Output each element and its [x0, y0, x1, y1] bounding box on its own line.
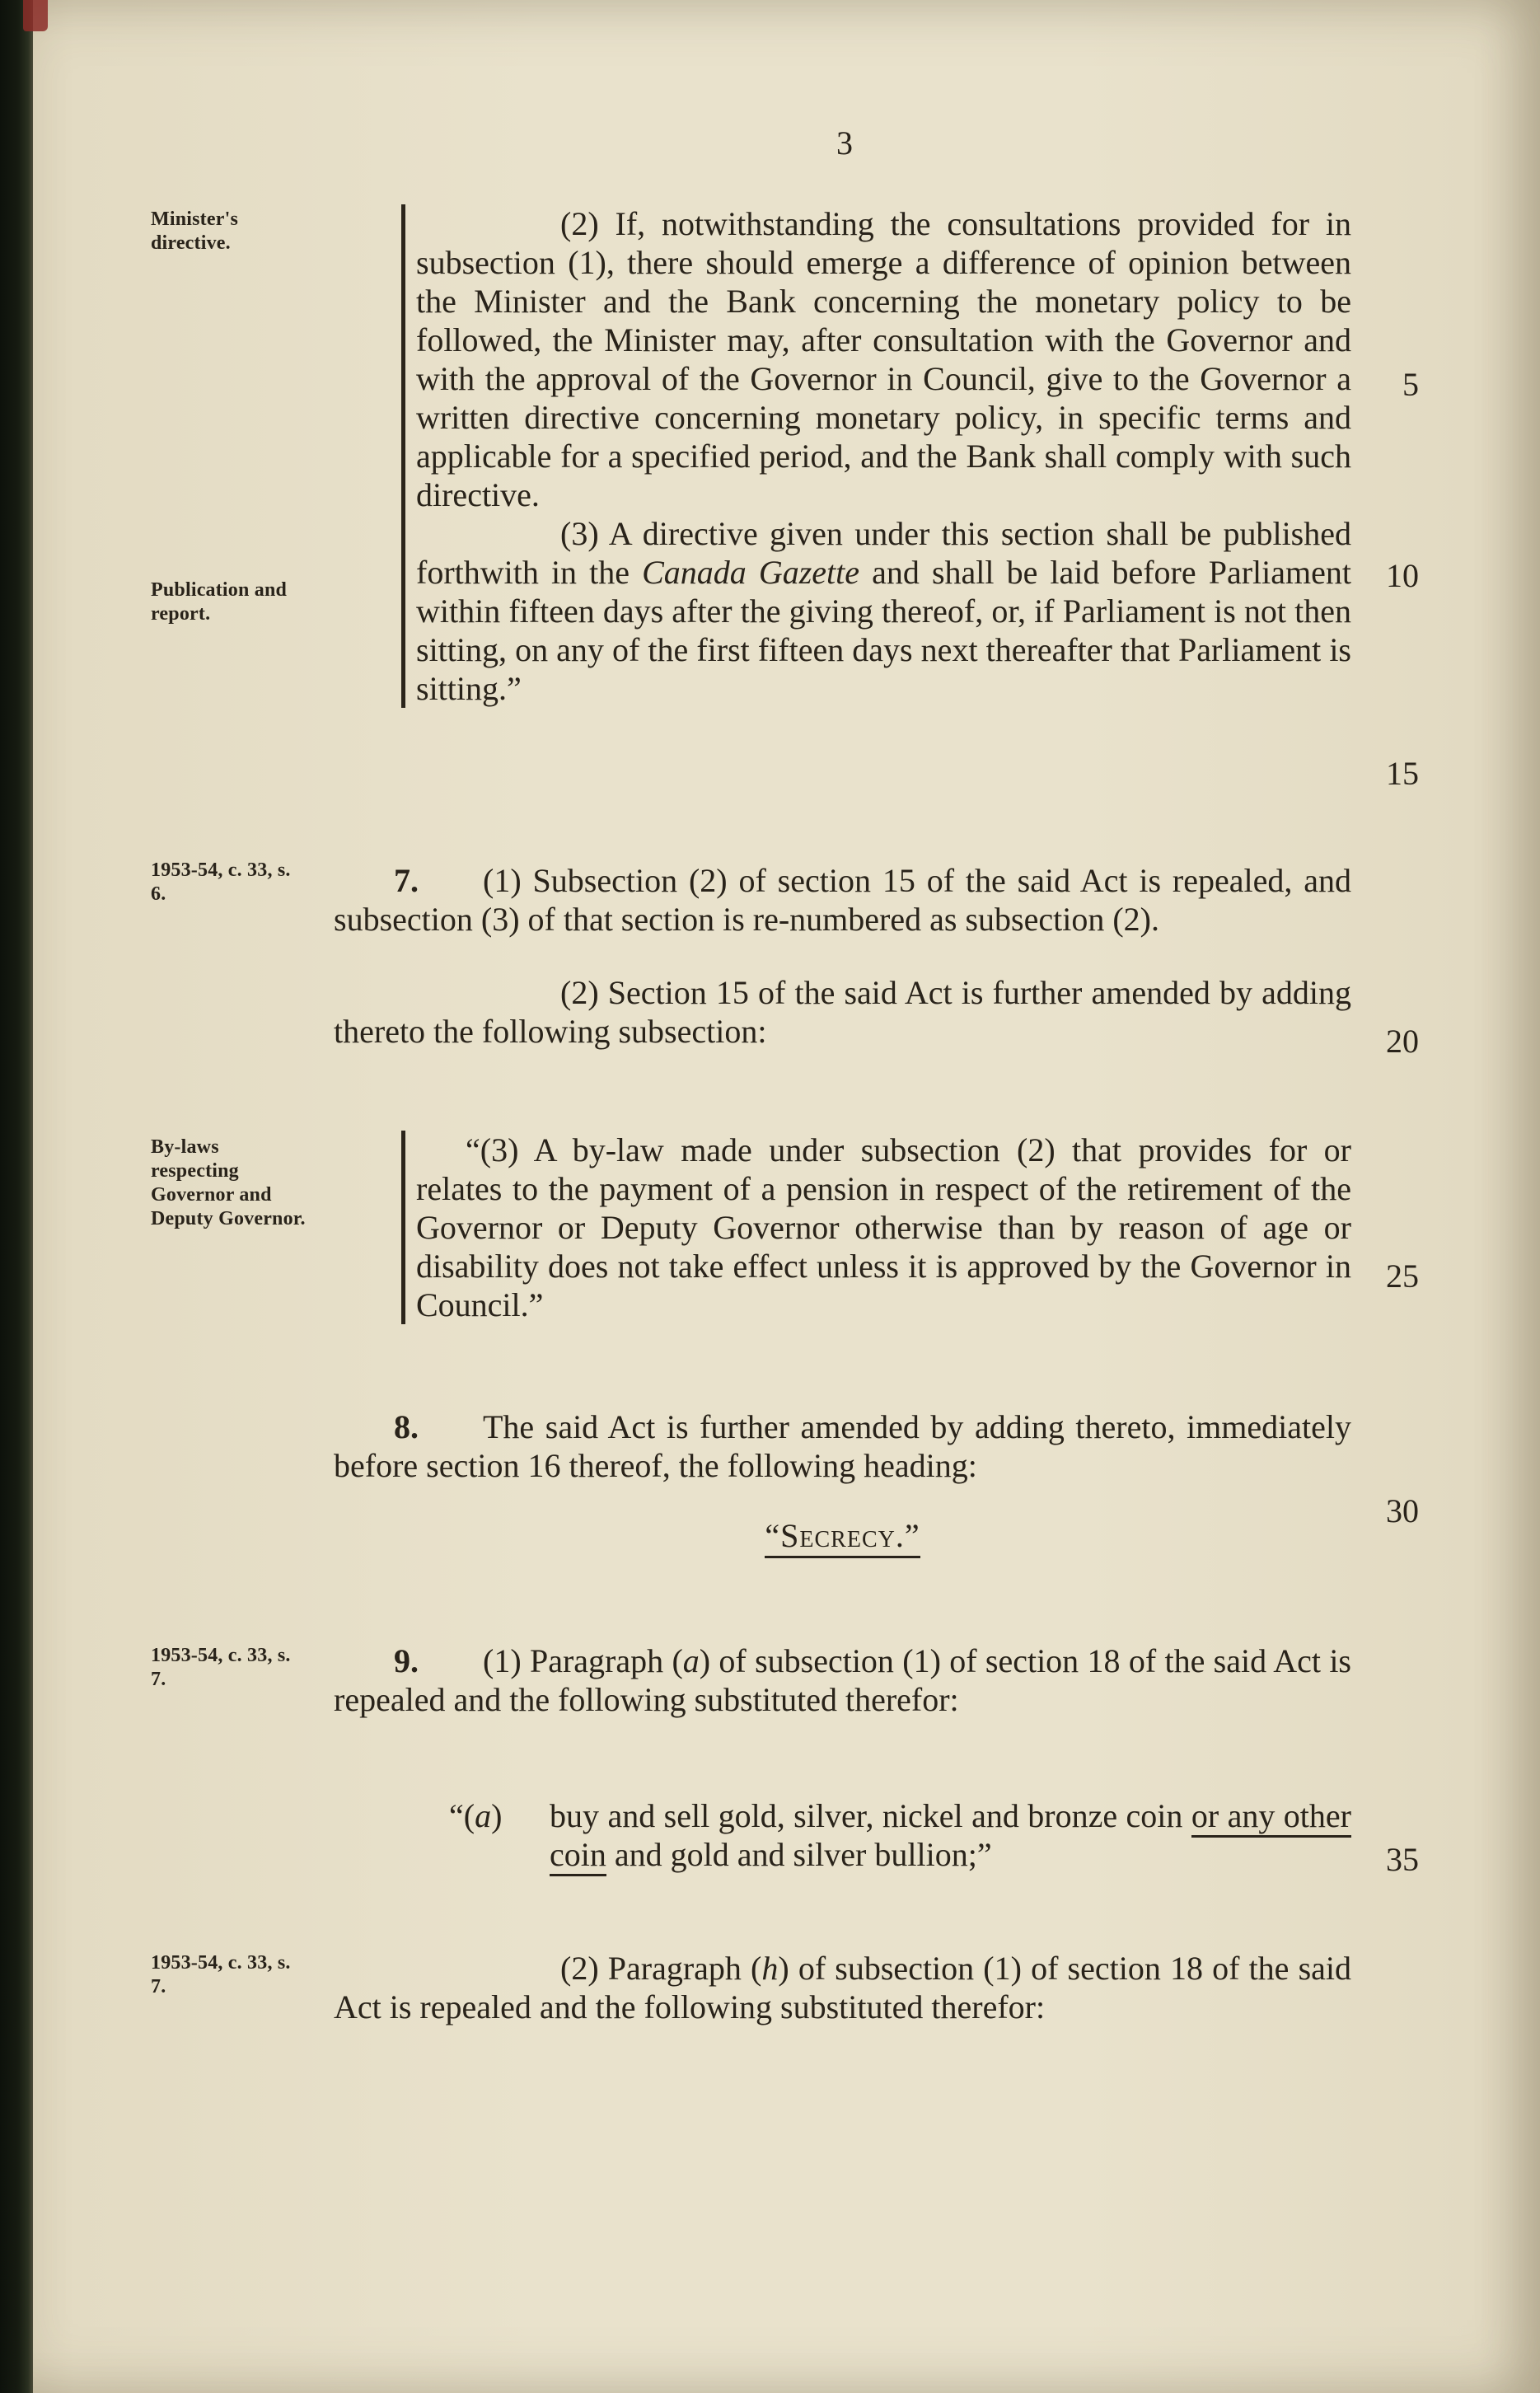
margin-note-publication-report: Publication and report.	[151, 579, 288, 625]
text-segment: The said Act is further amended by adding thereto, immediately before section 16 thereof, the following heading:	[334, 1408, 1351, 1484]
margin-note-citation-s7-b: 1953-54, c. 33, s. 7.	[151, 1952, 291, 1997]
page-number: 3	[836, 124, 853, 162]
text-segment: ) of subsection (1) of section 18 of the said Act is repealed and the following substituted therefor:	[334, 1642, 1351, 1718]
section-9-subsection-2	[334, 1949, 1351, 2026]
line-number: 10	[1386, 557, 1419, 594]
text-segment: (1) Subsection (2) of section 15 of the said Act is repealed, and subsection (3) of that section is re-numbered as subsection (2).	[334, 862, 1351, 938]
text-segment: (3) A directive given under this section shall be published forthwith in the	[416, 515, 1351, 591]
section-8-paragraph-1	[334, 1407, 1351, 1485]
quoted-paragraph-2	[416, 204, 1351, 514]
text-segment: )	[491, 1797, 503, 1834]
section-9-paragraph-1	[334, 1641, 1351, 1719]
text-segment: (2) Section 15 of the said Act is further amended by adding thereto the following subsection:	[334, 974, 1351, 1050]
canada-gazette-italic: Canada Gazette	[642, 554, 860, 591]
margin-note-ministers-directive: Minister's directive.	[151, 208, 238, 254]
section-7	[334, 861, 1351, 1051]
text-segment: ) of subsection (1) of section 18 of the said Act is repealed and the following substituted therefor:	[334, 1950, 1352, 2025]
section-number: 8.	[394, 1408, 419, 1445]
scan-artifact-red	[23, 0, 48, 31]
section-8	[334, 1407, 1351, 1555]
text-segment: (2) Paragraph (	[560, 1950, 762, 1987]
text-segment: and gold and silver bullion;”	[606, 1836, 992, 1873]
quoted-paragraph-a	[449, 1796, 1351, 1874]
paragraph-letter-italic: a	[475, 1797, 492, 1834]
quoted-paragraph-bylaw	[416, 1131, 1351, 1324]
line-number: 15	[1386, 755, 1419, 792]
section-7-paragraph-2	[334, 973, 1351, 1051]
section-9	[334, 1641, 1351, 1719]
section-7-paragraph-1	[334, 861, 1351, 939]
quoted-subsection-bylaw	[401, 1131, 1351, 1324]
secrecy-heading-row	[334, 1516, 1351, 1555]
text-segment: “(3) A by-law made under subsection (2) that provides for or relates to the payment of a pension in respect of the retirement of the Governor or Deputy Governor otherwise than by reason of age or disability does not take effect unless it is approved by the Governor in Council.”	[416, 1131, 1351, 1323]
quoted-subsections-directive	[401, 204, 1351, 708]
underlined-amendment-text: or any other coin	[550, 1797, 1351, 1876]
binding-edge	[0, 0, 33, 2393]
section-number: 7.	[394, 862, 419, 899]
paragraph-letter-italic: a	[682, 1642, 700, 1679]
line-number: 35	[1386, 1841, 1419, 1878]
line-number: 25	[1386, 1257, 1419, 1295]
line-number: 30	[1386, 1492, 1419, 1529]
line-number: 5	[1402, 366, 1419, 403]
margin-note-bylaws-governor: By-laws respecting Governor and Deputy Governor.	[151, 1136, 306, 1229]
text-segment: (2) If, notwithstanding the consultations provided for in subsection (1), there should emerge a difference of opinion between the Minister and the Bank concerning the monetary policy to be followed, the Minister may, after consultation with the Governor and with the approval of the Governor in Council, give to the Governor a written directive concerning monetary policy, in specific terms and applicable for a specified period, and the Bank shall comply with such directive.	[416, 205, 1351, 513]
paragraph-a-label	[449, 1796, 550, 1835]
secrecy-heading: “Secrecy.”	[765, 1517, 920, 1558]
text-segment: buy and sell gold, silver, nickel and bronze coin	[550, 1797, 1191, 1834]
section-number: 9.	[394, 1642, 419, 1679]
quoted-paragraph-3	[416, 514, 1351, 708]
text-segment: “(	[449, 1797, 475, 1834]
paragraph-letter-italic: h	[761, 1950, 779, 1987]
section-9-paragraph-2	[334, 1949, 1351, 2026]
line-number: 20	[1386, 1023, 1419, 1060]
text-segment: (1) Paragraph (	[483, 1642, 683, 1679]
text-segment: and shall be laid before Parliament within fifteen days after the giving thereof, or, if Parliament is not then sitting, on any of the first fifteen days next thereafter that Parliament is sitting.”	[416, 554, 1351, 707]
margin-note-citation-s7-a: 1953-54, c. 33, s. 7.	[151, 1645, 291, 1690]
margin-note-citation-s6: 1953-54, c. 33, s. 6.	[151, 859, 291, 905]
